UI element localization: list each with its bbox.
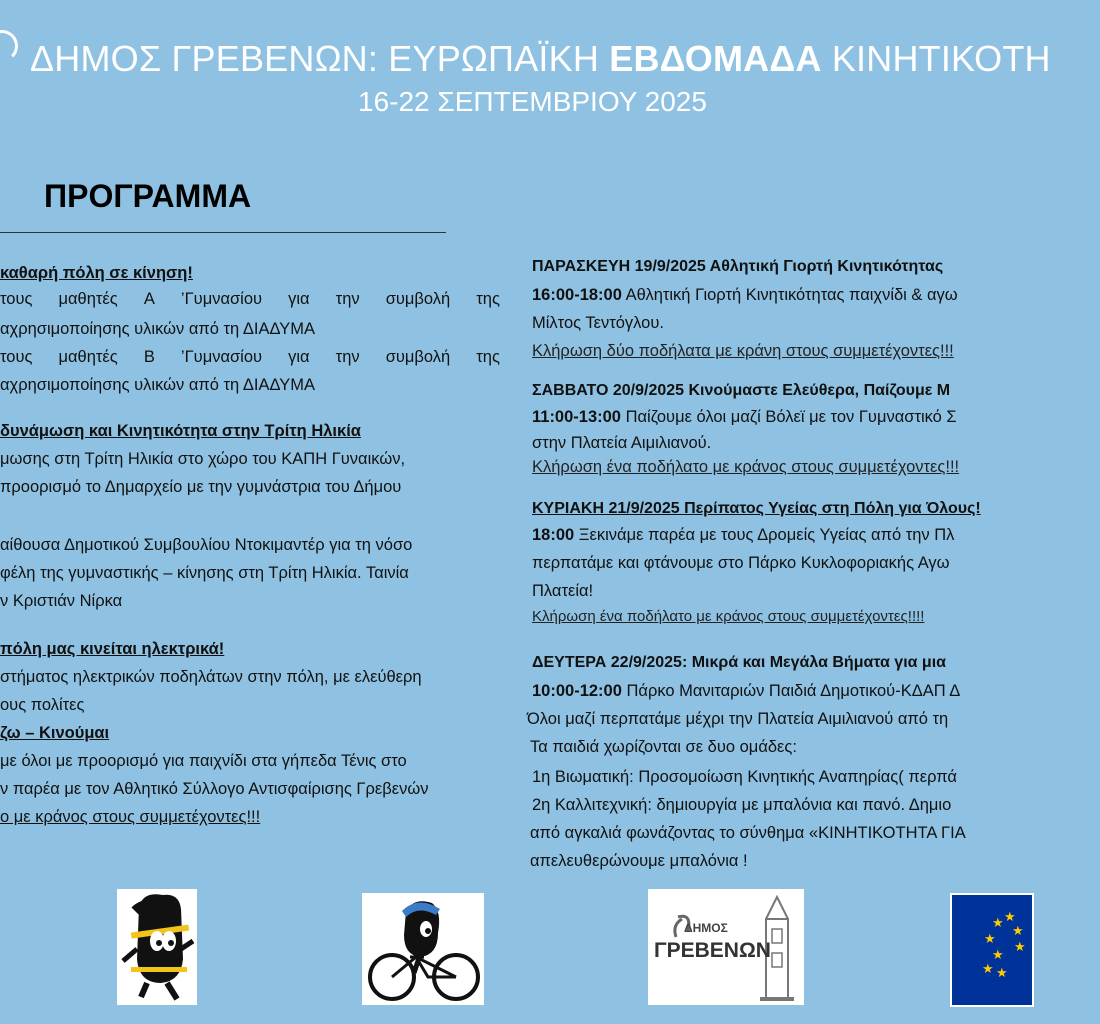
electric-line: στήματος ηλεκτρικών ποδηλάτων στην πόλη, με ελεύθερη (0, 668, 422, 686)
svg-text:★: ★ (1014, 940, 1026, 955)
third-age-line: ν Κριστιάν Νίρκα (0, 592, 123, 610)
clean-city-line: αχρησιμοποίησης υλικών από τη ΔΙΑΔΥΜΑ (0, 320, 316, 338)
heading-divider (0, 232, 446, 233)
friday-line: 16:00-18:00 Αθλητική Γιορτή Κινητικότητας παιχνίδι & αγω (532, 286, 958, 304)
sunday-line: περπατάμε και φτάνουμε στο Πάρκο Κυκλοφοριακής Αγω (532, 554, 950, 572)
svg-text:★: ★ (996, 966, 1008, 981)
sunday-draw-link[interactable]: Κλήρωση ένα ποδήλατο με κράνος στους συμμετέχοντες!!!! (532, 608, 925, 625)
eu-flag-logo (950, 893, 1034, 1007)
municipality-logo (648, 889, 804, 1005)
third-age-line: φέλη της γυμναστικής – κίνησης στη Τρίτη Ηλικία. Ταινία (0, 564, 409, 582)
saturday-draw-link[interactable]: Κλήρωση ένα ποδήλατο με κράνος στους συμμετέχοντες!!! (532, 458, 960, 476)
monday-line: 1η Βιωματική: Προσομοίωση Κινητικής Αναπηρίας( περπά (532, 768, 957, 786)
section-play-title: ζω – Κινούμαι (0, 724, 110, 742)
friday-title: ΠΑΡΑΣΚΕΥΗ 19/9/2025 Αθλητική Γιορτή Κινητικότητας (532, 258, 944, 275)
svg-text:★: ★ (1004, 910, 1016, 925)
electric-line: ους πολίτες (0, 696, 85, 714)
sunday-line: 18:00 Ξεκινάμε παρέα με τους Δρομείς Υγείας από την Πλ (532, 526, 955, 544)
monday-title: ΔΕΥΤΕΡΑ 22/9/2025: Μικρά και Μεγάλα Βήματα για μια (532, 654, 946, 671)
svg-text:★: ★ (992, 948, 1004, 963)
third-age-line: μωσης στη Τρίτη Ηλικία στο χώρο του ΚΑΠΗ Γυναικών, (0, 450, 406, 468)
municipality-logo-small-text: ΔΗΜΟΣ (684, 921, 728, 935)
svg-text:★: ★ (984, 932, 996, 947)
section-clean-city-title: καθαρή πόλη σε κίνηση! (0, 264, 193, 282)
monday-line: απελευθερώνουμε μπαλόνια ! (530, 852, 748, 870)
svg-text:★: ★ (992, 916, 1004, 931)
play-draw-link[interactable]: ο με κράνος στους συμμετέχοντες!!! (0, 808, 261, 826)
mascot-running-logo (117, 889, 197, 1005)
clean-city-line: τους μαθητές Β ’Γυμνασίου για την συμβολή της (0, 348, 500, 366)
monday-line: από αγκαλιά φωνάζοντας το σύνθημα «ΚΙΝΗΤΙΚΟΤΗΤΑ ΓΙΑ (530, 824, 966, 842)
sunday-title: ΚΥΡΙΑΚΗ 21/9/2025 Περίπατος Υγείας στη Πόλη για Όλους! (532, 500, 981, 517)
friday-line: Μίλτος Τεντόγλου. (532, 314, 664, 332)
third-age-line: προορισμό το Δημαρχείο με την γυμνάστρια του Δήμου (0, 478, 402, 496)
saturday-line: 11:00-13:00 Παίζουμε όλοι μαζί Βόλεϊ με τον Γυμναστικό Σ (532, 408, 957, 426)
program-heading: ΠΡΟΓΡΑΜΜΑ (44, 178, 252, 214)
clean-city-line: τους μαθητές Α ’Γυμνασίου για την συμβολή της (0, 290, 500, 308)
section-electric-title: πόλη μας κινείται ηλεκτρικά! (0, 640, 225, 658)
monday-line: Τα παιδιά χωρίζονται σε δυο ομάδες: (530, 738, 797, 756)
friday-draw-link[interactable]: Κλήρωση δύο ποδήλατα με κράνη στους συμμετέχοντες!!! (532, 342, 954, 360)
monday-line: 2η Καλλιτεχνική: δημιουργία με μπαλόνια και πανό. Δημιο (532, 796, 952, 814)
sunday-line: Πλατεία! (532, 582, 594, 600)
mascot-cyclist-logo (362, 893, 484, 1005)
monday-line: Όλοι μαζί περπατάμε μέχρι την Πλατεία Αιμιλιανού από τη (527, 710, 949, 728)
svg-text:★: ★ (1012, 924, 1024, 939)
svg-text:★: ★ (982, 962, 994, 977)
section-third-age-title: δυνάμωση και Κινητικότητα στην Τρίτη Ηλικία (0, 422, 361, 440)
clean-city-line: αχρησιμοποίησης υλικών από τη ΔΙΑΔΥΜΑ (0, 376, 316, 394)
monday-line: 10:00-12:00 Πάρκο Μανιταριών Παιδιά Δημοτικού-ΚΔΑΠ Δ (532, 682, 961, 700)
municipality-logo-big-text: ΓΡΕΒΕΝΩΝ (654, 939, 771, 962)
saturday-title: ΣΑΒΒΑΤΟ 20/9/2025 Κινούμαστε Ελεύθερα, Παίζουμε Μ (532, 382, 951, 399)
play-line: με όλοι με προορισμό για παιχνίδι στα γήπεδα Τένις στο (0, 752, 407, 770)
saturday-line: στην Πλατεία Αιμιλιανού. (532, 434, 712, 452)
play-line: ν παρέα με τον Αθλητικό Σύλλογο Αντισφαίρισης Γρεβενών (0, 780, 429, 798)
corner-arc-decoration (0, 30, 18, 62)
third-age-line: αίθουσα Δημοτικού Συμβουλίου Ντοκιμαντέρ για τη νόσο (0, 536, 413, 554)
